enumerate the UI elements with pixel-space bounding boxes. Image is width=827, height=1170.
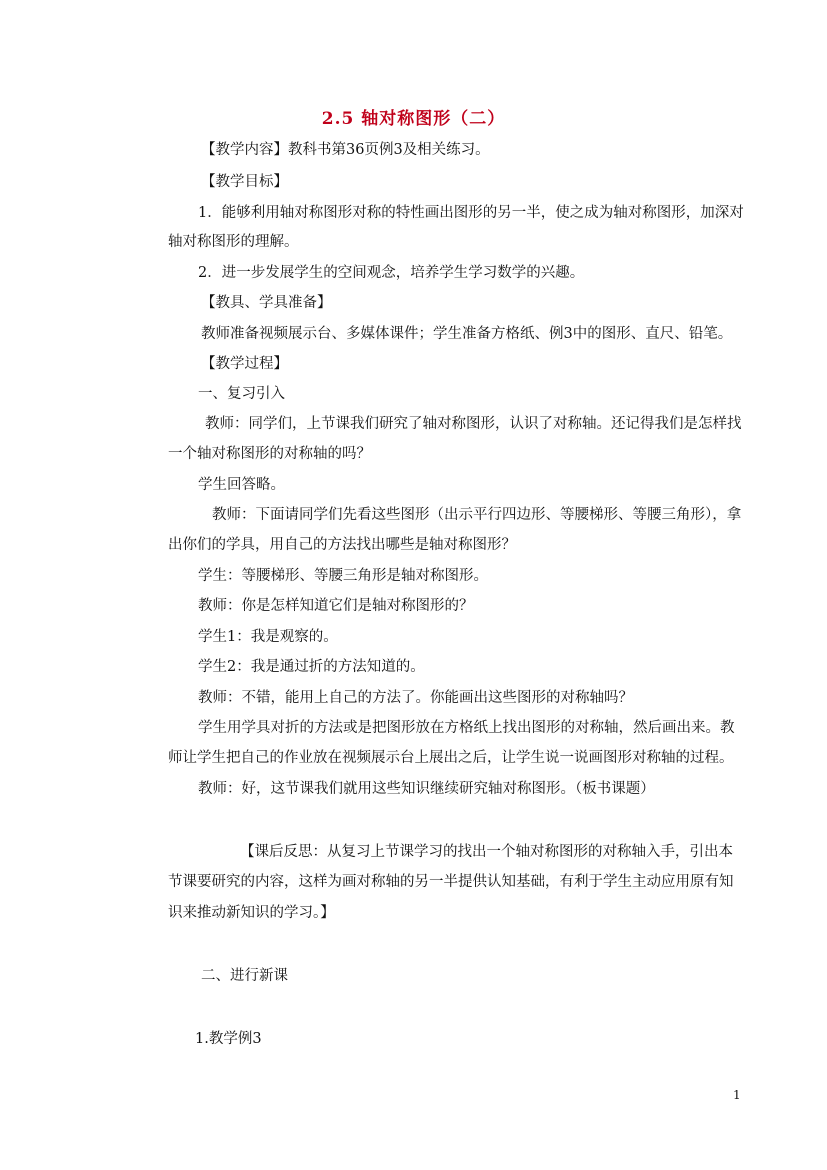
paragraph-3-line-2: 出你们的学具，用自己的方法找出哪些是轴对称图形？ — [168, 537, 516, 553]
paragraph-2: 学生回答略。 — [198, 477, 285, 493]
goal-1-line-2: 轴对称图形的理解。 — [168, 234, 299, 250]
paragraph-7: 学生2：我是通过折的方法知道的。 — [198, 659, 425, 675]
section-1-heading: 一、复习引入 — [198, 386, 285, 402]
tools-text: 教师准备视频展示台、多媒体课件；学生准备方格纸、例3中的图形、直尺、铅笔。 — [201, 326, 733, 342]
paragraph-6: 学生1：我是观察的。 — [198, 629, 338, 645]
goal-1-line-1: 1．能够利用轴对称图形对称的特性画出图形的另一半，使之成为轴对称图形，加深对 — [198, 205, 744, 221]
paragraph-5: 教师：你是怎样知道它们是轴对称图形的？ — [198, 598, 474, 614]
reflection-line-2: 节课要研究的内容，这样为画对称轴的另一半提供认知基础，有利于学生主动应用原有知 — [168, 874, 734, 890]
reflection-line-1: 【课后反思：从复习上节课学习的找出一个轴对称图形的对称轴入手，引出本 — [240, 844, 733, 860]
paragraph-10: 教师：好，这节课我们就用这些知识继续研究轴对称图形。（板书课题） — [198, 781, 655, 797]
paragraph-9-line-2: 师让学生把自己的作业放在视频展示台上展出之后，让学生说一说画图形对称轴的过程。 — [168, 750, 734, 766]
paragraph-1-line-2: 一个轴对称图形的对称轴的吗？ — [168, 446, 371, 462]
subsection-1-heading: 1.教学例3 — [195, 1031, 262, 1047]
section-2-heading: 二、进行新课 — [201, 968, 288, 984]
paragraph-9-line-1: 学生用学具对折的方法或是把图形放在方格纸上找出图形的对称轴，然后画出来。教 — [198, 720, 735, 736]
goal-2-line: 2．进一步发展学生的空间观念，培养学生学习数学的兴趣。 — [198, 265, 585, 281]
reflection-line-3: 识来推动新知识的学习。】 — [168, 905, 335, 921]
tools-heading: 【教具、学具准备】 — [201, 295, 332, 311]
process-heading: 【教学过程】 — [201, 356, 288, 372]
paragraph-1-line-1: 教师：同学们，上节课我们研究了轴对称图形，认识了对称轴。还记得我们是怎样找 — [205, 416, 742, 432]
page-number: 1 — [733, 1088, 741, 1102]
page-title: 2.5 轴对称图形（二） — [321, 109, 506, 129]
teaching-content-line: 【教学内容】教科书第36页例3及相关练习。 — [201, 142, 490, 158]
goals-heading: 【教学目标】 — [201, 174, 288, 190]
paragraph-8: 教师：不错，能用上自己的方法了。你能画出这些图形的对称轴吗？ — [198, 690, 633, 706]
paragraph-4: 学生：等腰梯形、等腰三角形是轴对称图形。 — [198, 568, 488, 584]
paragraph-3-line-1: 教师：下面请同学们先看这些图形（出示平行四边形、等腰梯形、等腰三角形），拿 — [212, 507, 742, 523]
